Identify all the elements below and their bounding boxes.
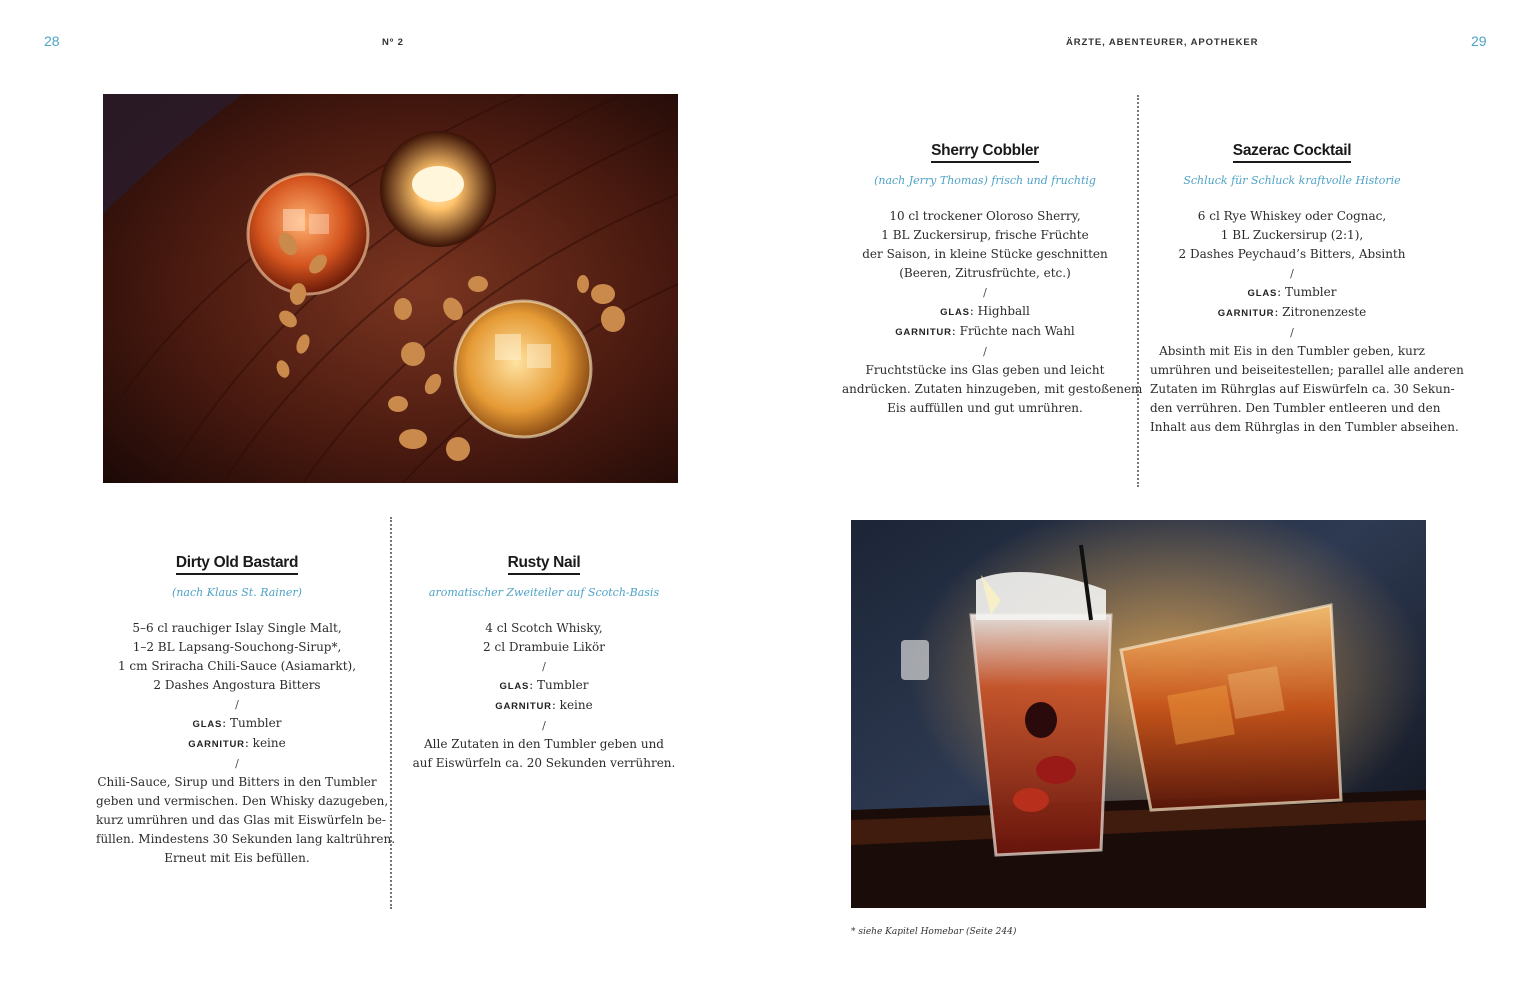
left-page-number: 28 (44, 33, 60, 49)
separator: / (542, 719, 546, 732)
recipe-title: Dirty Old Bastard (176, 554, 298, 575)
ingredient-line: 5–6 cl rauchiger Islay Single Malt, (132, 621, 342, 635)
ingredient-line: 1 BL Zuckersirup, frische Früchte (881, 228, 1089, 242)
footnote: * siehe Kapitel Homebar (Seite 244) (851, 927, 1017, 937)
garnish-label: GARNITUR (1217, 308, 1275, 319)
ingredient-line: 10 cl trockener Oloroso Sherry, (889, 209, 1081, 223)
garnish-line (1150, 303, 1434, 323)
recipe-subtitle: (nach Jerry Thomas) frisch und fruchtig (874, 174, 1096, 187)
ingredient-line: 4 cl Scotch Whisky, (485, 621, 603, 635)
recipe-body (96, 619, 396, 868)
separator: / (235, 757, 239, 770)
method-line: füllen. Mindestens 30 Sekunden lang kaltrühren. (96, 832, 396, 846)
glass-value: : Tumbler (222, 716, 282, 730)
method-line: umrühren und beiseitestellen; parallel alle anderen (1150, 363, 1464, 377)
glass-value: : Tumbler (529, 678, 589, 692)
recipe-subtitle: Schluck für Schluck kraftvolle Historie (1183, 174, 1401, 187)
garnish-value: : keine (244, 736, 286, 750)
glass-line (1150, 283, 1434, 303)
ingredient-line: 1 BL Zuckersirup (2:1), (1220, 228, 1364, 242)
ingredient-line: 2 Dashes Angostura Bitters (153, 678, 321, 692)
ingredient-line: 1–2 BL Lapsang-Souchong-Sirup*, (132, 640, 342, 654)
method-line: Fruchtstücke ins Glas geben und leicht (865, 363, 1105, 377)
separator: / (235, 698, 239, 711)
glass-line (404, 676, 684, 696)
method-line: Chili-Sauce, Sirup und Bitters in den Tumbler (97, 775, 377, 789)
method-line: Zutaten im Rührglas auf Eiswürfeln ca. 30 Sekun- (1150, 382, 1455, 396)
separator: / (983, 345, 987, 358)
right-page-number: 29 (1471, 33, 1487, 49)
method-line: Erneut mit Eis befüllen. (164, 851, 310, 865)
garnish-line (96, 734, 378, 754)
garnish-label: GARNITUR (188, 739, 245, 750)
method-line: Alle Zutaten in den Tumbler geben und (423, 737, 664, 751)
garnish-value: : Zitronenzeste (1274, 305, 1367, 319)
right-running-head: ÄRZTE, ABENTEURER, APOTHEKER (1066, 37, 1259, 48)
method-line: andrücken. Zutaten hinzugeben, mit gestoßenem (842, 382, 1143, 396)
ingredient-line: 6 cl Rye Whiskey oder Cognac, (1197, 209, 1387, 223)
garnish-label: GARNITUR (895, 327, 952, 338)
separator: / (1290, 267, 1294, 280)
recipe-body (842, 207, 1143, 418)
glass-label: GLAS (192, 719, 223, 730)
recipe-sazerac-cocktail (1150, 142, 1464, 437)
glass-label: GLAS (499, 681, 530, 692)
recipe-title: Rusty Nail (508, 554, 581, 575)
column-divider (1137, 95, 1139, 487)
ingredient-line: 2 cl Drambuie Likör (483, 640, 605, 654)
method-line: Eis auffüllen und gut umrühren. (887, 401, 1083, 415)
separator: / (1290, 326, 1294, 339)
recipe-dirty-old-bastard (96, 554, 396, 868)
recipe-subtitle: aromatischer Zweiteiler auf Scotch-Basis (428, 586, 660, 599)
separator: / (542, 660, 546, 673)
garnish-value: : keine (551, 698, 593, 712)
method-line: Inhalt aus dem Rührglas in den Tumbler abseihen. (1150, 420, 1459, 434)
glass-value: : Tumbler (1277, 285, 1337, 299)
method-line: Absinth mit Eis in den Tumbler geben, kurz (1159, 344, 1425, 358)
recipe-sherry-cobbler (842, 142, 1143, 418)
recipe-subtitle: (nach Klaus St. Rainer) (172, 586, 302, 599)
photo-cocktails-bar (851, 520, 1426, 908)
garnish-label: GARNITUR (495, 701, 552, 712)
ingredient-line: (Beeren, Zitrusfrüchte, etc.) (899, 266, 1071, 280)
glass-line (842, 302, 1128, 322)
method-line: kurz umrühren und das Glas mit Eiswürfeln be- (96, 813, 386, 827)
glass-value: : Highball (969, 304, 1030, 318)
glass-label: GLAS (940, 307, 970, 318)
garnish-value: : Früchte nach Wahl (951, 324, 1075, 338)
recipe-body (404, 619, 684, 773)
garnish-line (842, 322, 1128, 342)
glass-label: GLAS (1247, 288, 1278, 299)
ingredient-line: 2 Dashes Peychaud’s Bitters, Absinth (1178, 247, 1406, 261)
recipe-title: Sherry Cobbler (931, 142, 1039, 163)
recipe-body (1150, 207, 1464, 437)
method-line: geben und vermischen. Den Whisky dazugeben, (96, 794, 389, 808)
photo-cocktails-nuts-candle (103, 94, 678, 483)
method-line: auf Eiswürfeln ca. 20 Sekunden verrühren. (412, 756, 676, 770)
column-divider (390, 517, 392, 909)
garnish-line (404, 696, 684, 716)
recipe-rusty-nail (404, 554, 684, 773)
glass-line (96, 714, 378, 734)
separator: / (983, 286, 987, 299)
ingredient-line: der Saison, in kleine Stücke geschnitten (862, 247, 1108, 261)
recipe-title: Sazerac Cocktail (1233, 142, 1351, 163)
ingredient-line: 1 cm Sriracha Chili-Sauce (Asiamarkt), (117, 659, 357, 673)
left-running-head: Nº 2 (382, 37, 404, 48)
method-line: den verrühren. Den Tumbler entleeren und den (1150, 401, 1441, 415)
